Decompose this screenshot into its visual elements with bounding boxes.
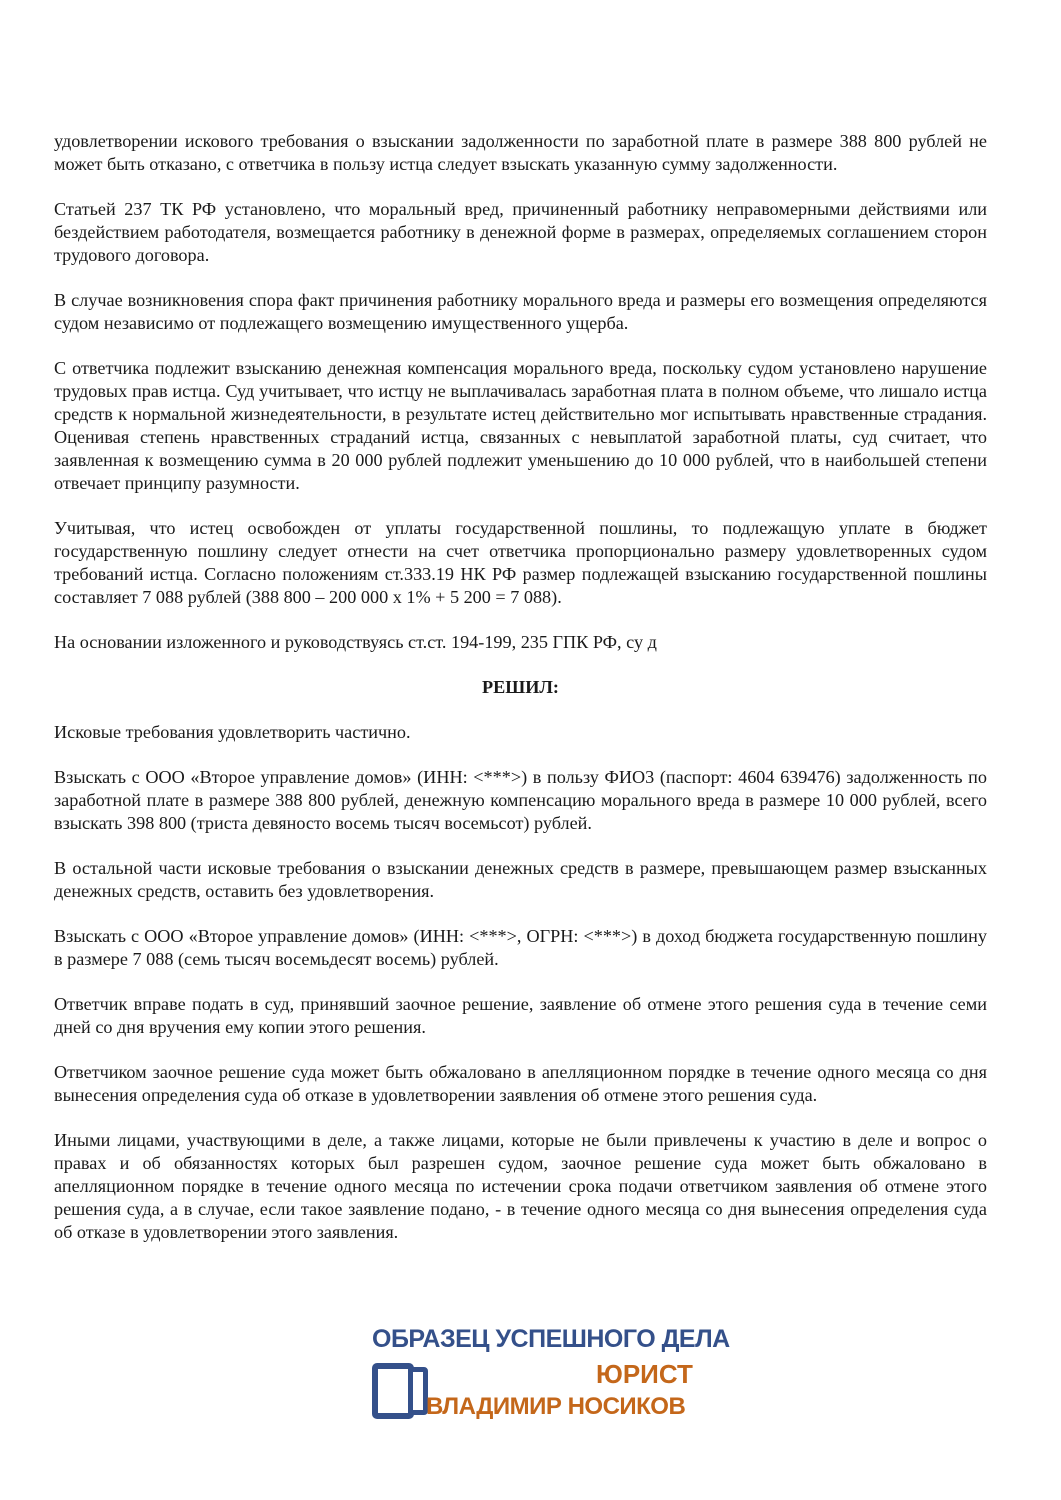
decision-paragraph: Иными лицами, участвующими в деле, а также лицами, которые не были привлечены к участию в деле и вопрос о правах и об обязанностях которых был разрешен судом, заочное решение суда может быть обжаловано в апелляционном порядке в течение одного месяца по истечении срока подачи ответчиком заявления об отмене этого решения суда, а в случае, если такое заявление подано, - в течение одного месяца со дня вынесения определения суда об отказе в удовлетворении этого заявления. — [54, 1130, 987, 1242]
phone-icon-inner — [408, 1367, 428, 1415]
paragraph: В случае возникновения спора факт причинения работнику морального вреда и размеры его возмещения определяются судом независимо от подлежащего возмещению имущественного ущерба. — [54, 290, 987, 333]
document-body — [54, 130, 987, 1266]
decision-paragraph: Ответчиком заочное решение суда может быть обжаловано в апелляционном порядке в течение одного месяца со дня вынесения определения суда об отказе в удовлетворении заявления об отмене этого решения суда. — [54, 1062, 987, 1105]
paragraph: удовлетворении искового требования о взыскании задолженности по заработной плате в размере 388 800 рублей не может быть отказано, с ответчика в пользу истца следует взыскать указанную сумму задолженности. — [54, 131, 987, 174]
decision-paragraph: Взыскать с ООО «Второе управление домов» (ИНН: <***>) в пользу ФИО3 (паспорт: 4604 639476) задолженность по заработной плате в размере 388 800 рублей, денежную компенсацию морального вреда в размере 10 000 рублей, всего взыскать 398 800 (триста девяносто восемь тысяч восемьсот) рублей. — [54, 767, 987, 833]
lawyer-logo — [372, 1325, 730, 1425]
logo-name: ВЛАДИМИР НОСИКОВ — [426, 1393, 686, 1420]
paragraph: На основании изложенного и руководствуясь ст.ст. 194-199, 235 ГПК РФ, су д — [54, 632, 657, 652]
decision-paragraph: Исковые требования удовлетворить частично. — [54, 722, 411, 742]
logo-profession: ЮРИСТ — [596, 1359, 693, 1389]
logo-title: ОБРАЗЕЦ УСПЕШНОГО ДЕЛА — [372, 1325, 730, 1353]
decision-paragraph: Ответчик вправе подать в суд, принявший заочное решение, заявление об отмене этого решения суда в течение семи дней со дня вручения ему копии этого решения. — [54, 994, 987, 1037]
paragraph: Учитывая, что истец освобожден от уплаты государственной пошлины, то подлежащую уплате в бюджет государственную пошлину следует отнести на счет ответчика пропорционально размеру удовлетворенных судом требований истца. Согласно положениям ст.333.19 НК РФ размер подлежащей взысканию государственной пошлины составляет 7 088 рублей (388 800 – 200 000 х 1% + 5 200 = 7 088). — [54, 518, 987, 607]
decision-heading: РЕШИЛ: — [482, 677, 559, 697]
decision-paragraph: В остальной части исковые требования о взыскании денежных средств в размере, превышающем размер взысканных денежных средств, оставить без удовлетворения. — [54, 858, 987, 901]
decision-paragraph: Взыскать с ООО «Второе управление домов» (ИНН: <***>, ОГРН: <***>) в доход бюджета государственную пошлину в размере 7 088 (семь тысяч восемьдесят восемь) рублей. — [54, 926, 987, 969]
paragraph: Статьей 237 ТК РФ установлено, что моральный вред, причиненный работнику неправомерными действиями или бездействием работодателя, возмещается работнику в денежной форме в размерах, определяемых соглашением сторон трудового договора. — [54, 199, 987, 265]
paragraph: С ответчика подлежит взысканию денежная компенсация морального вреда, поскольку судом установлено нарушение трудовых прав истца. Суд учитывает, что истцу не выплачивалась заработная плата в полном объеме, что лишало истца средств к нормальной жизнедеятельности, в результате истец действительно мог испытывать нравственные страдания. Оценивая степень нравственных страданий истца, связанных с невыплатой заработной платы, суд считает, что заявленная к возмещению сумма в 20 000 рублей подлежит уменьшению до 10 000 рублей, что в наибольшей степени отвечает принципу разумности. — [54, 358, 987, 493]
